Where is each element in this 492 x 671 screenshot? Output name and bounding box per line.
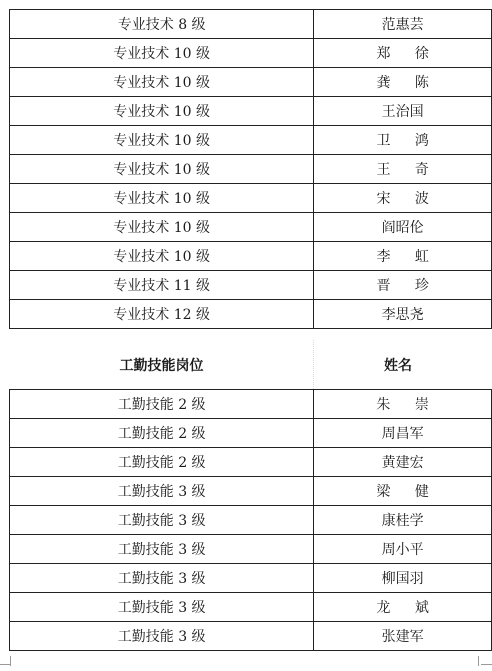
table-row <box>10 419 492 448</box>
name-cell: 柳国羽 <box>314 564 492 593</box>
position-cell: 工勤技能 2 级 <box>10 390 314 419</box>
name-cell: 王 奇 <box>314 155 492 184</box>
staff-table-professional <box>9 9 492 329</box>
table-row <box>10 300 492 329</box>
name-cell: 李 虹 <box>314 242 492 271</box>
table-row <box>10 155 492 184</box>
position-cell: 专业技术 10 级 <box>10 213 314 242</box>
table-row <box>10 477 492 506</box>
position-cell: 专业技术 11 级 <box>10 271 314 300</box>
position-cell: 专业技术 8 级 <box>10 10 314 39</box>
name-cell: 周小平 <box>314 535 492 564</box>
table-row <box>10 39 492 68</box>
table-row <box>10 506 492 535</box>
position-cell: 工勤技能 3 级 <box>10 477 314 506</box>
name-cell: 朱 崇 <box>314 390 492 419</box>
staff-table-worker <box>9 389 492 651</box>
table-row <box>10 390 492 419</box>
position-cell: 专业技术 10 级 <box>10 39 314 68</box>
table-row <box>10 184 492 213</box>
position-cell: 专业技术 10 级 <box>10 184 314 213</box>
position-cell: 专业技术 10 级 <box>10 97 314 126</box>
name-cell: 康桂学 <box>314 506 492 535</box>
table-body <box>10 10 492 329</box>
position-cell: 工勤技能 3 级 <box>10 535 314 564</box>
position-column-header: 工勤技能岗位 <box>119 358 204 374</box>
table-row <box>10 564 492 593</box>
position-cell: 工勤技能 2 级 <box>10 448 314 477</box>
position-cell: 工勤技能 3 级 <box>10 593 314 622</box>
name-cell: 黄建宏 <box>314 448 492 477</box>
table-row <box>10 271 492 300</box>
name-cell: 龚 陈 <box>314 68 492 97</box>
position-cell: 专业技术 10 级 <box>10 155 314 184</box>
position-cell: 工勤技能 3 级 <box>10 564 314 593</box>
table-row <box>10 593 492 622</box>
name-cell: 郑 徐 <box>314 39 492 68</box>
section-header <box>9 340 482 389</box>
table-row <box>10 622 492 651</box>
table-row <box>10 448 492 477</box>
table-body <box>10 390 492 651</box>
table-row <box>10 68 492 97</box>
name-cell: 阎昭伦 <box>314 213 492 242</box>
position-cell: 专业技术 10 级 <box>10 68 314 97</box>
page-corner-mark-right-h <box>481 664 492 665</box>
name-cell: 宋 波 <box>314 184 492 213</box>
name-cell: 范惠芸 <box>314 10 492 39</box>
name-cell: 李思尧 <box>314 300 492 329</box>
position-cell: 工勤技能 3 级 <box>10 506 314 535</box>
name-cell: 卫 鸿 <box>314 126 492 155</box>
table-row <box>10 10 492 39</box>
position-cell: 专业技术 10 级 <box>10 126 314 155</box>
table-row <box>10 213 492 242</box>
table-row <box>10 535 492 564</box>
position-cell: 专业技术 12 级 <box>10 300 314 329</box>
name-cell: 龙 斌 <box>314 593 492 622</box>
position-cell: 工勤技能 2 级 <box>10 419 314 448</box>
position-cell: 专业技术 10 级 <box>10 242 314 271</box>
table-row <box>10 97 492 126</box>
name-column-header: 姓名 <box>384 358 412 374</box>
name-cell: 周昌军 <box>314 419 492 448</box>
table-row <box>10 242 492 271</box>
name-cell: 王治国 <box>314 97 492 126</box>
page-corner-mark-left-h <box>0 664 10 665</box>
position-cell: 工勤技能 3 级 <box>10 622 314 651</box>
table-row <box>10 126 492 155</box>
name-cell: 梁 健 <box>314 477 492 506</box>
name-cell: 张建军 <box>314 622 492 651</box>
name-cell: 晋 珍 <box>314 271 492 300</box>
